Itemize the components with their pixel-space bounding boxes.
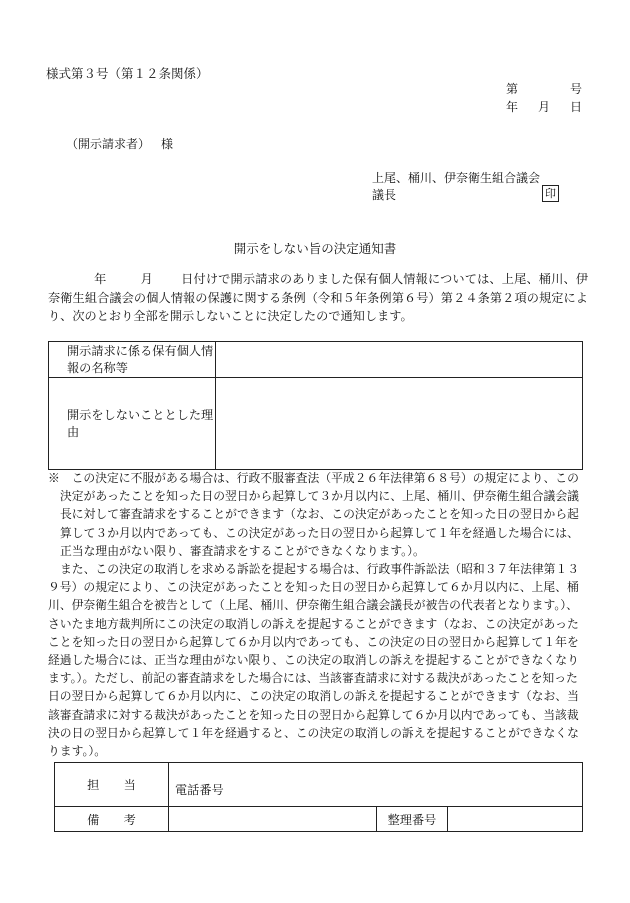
document-number-prefix: 第 [506, 82, 519, 96]
recipient-label: （開示請求者） [66, 137, 151, 151]
table-row [55, 807, 583, 832]
info-name-label: 開示請求に係る保有個人情報の名称等 [49, 342, 216, 378]
issuer-organization: 上尾、桶川、伊奈衛生組合議会 [372, 171, 541, 185]
document-title: 開示をしない旨の決定通知書 [233, 241, 397, 256]
table-row [49, 342, 583, 378]
issuer-title: 議長 [372, 188, 397, 202]
date-year-mark: 年 [506, 100, 519, 114]
staff-label: 担 当 [55, 763, 169, 807]
remarks-value [169, 807, 377, 832]
info-name-value [216, 342, 583, 378]
appeal-notes [48, 469, 586, 760]
phone-number-cell [169, 763, 583, 807]
reason-value [216, 378, 583, 470]
contact-table [54, 762, 583, 832]
phone-number-label: 電話番号 [175, 783, 224, 797]
recipient-honorific: 様 [161, 137, 174, 151]
details-table [48, 341, 583, 470]
reference-number-label: 整理番号 [377, 807, 448, 832]
note-paragraph-appeal: ※ この決定に不服がある場合は、行政不服審査法（平成２６年法律第６８号）の規定により、この決定があったことを知った日の翌日から起算して３か月以内に、上尾、桶川、伊奈衛生組合議会議長に対して審査請求をすることができます（なお、この決定があったことを知った日の翌日から起算して３か月以内であっても、この決定があった日の翌日から起算して１年を経過した場合には、正当な理由がない限り、審査請求をすることができなくなります。）。 [48, 471, 579, 558]
table-row [49, 378, 583, 470]
body-paragraph [48, 270, 588, 326]
reason-label: 開示をしないこととした理由 [49, 378, 216, 470]
reference-number-value [448, 807, 583, 832]
body-month-mark: 月 [140, 272, 153, 286]
note-paragraph-lawsuit: また、この決定の取消しを求める訴訟を提起する場合は、行政事件訴訟法（昭和３７年法律第１３９号）の規定により、この決定があったことを知った日の翌日から起算して６か月以内に、上尾、桶川、伊奈衛生組合を被告として（上尾、桶川、伊奈衛生組合議会議長が被告の代表者となります。）、さいたま地方裁判所にこの決定の取消しの訴えを提起することができます（なお、この決定があったことを知った日の翌日から起算して６か月以内であっても、この決定の日の翌日から起算して１年を経過した場合には、正当な理由がない限り、この決定の取消しの訴えを提起することができなくなります。）。ただし、前記の審査請求をした場合には、当該審査請求に対する裁決があったことを知った日の翌日から起算して６か月以内に、この決定の取消しの訴えを提起することができます（なお、当該審査請求に対する裁決があったことを知った日の翌日から起算して６か月以内であっても、当該裁決の日の翌日から起算して１年を経過すると、この決定の取消しの訴えを提起することができなくなります。）。 [48, 562, 580, 759]
document-number-suffix: 号 [570, 82, 583, 96]
form-number: 様式第３号（第１２条関係） [46, 66, 209, 81]
remarks-label: 備 考 [55, 807, 169, 832]
body-text: 日付けで開示請求のありました保有個人情報については、上尾、桶川、伊奈衛生組合議会の個人情報の保護に関する条例（令和５年条例第６号）第２４条第２項の規定により、次のとおり全部を開示しないことに決定したので通知します。 [48, 272, 589, 323]
date-day-mark: 日 [570, 100, 583, 114]
body-year-mark: 年 [94, 272, 107, 286]
table-row [55, 763, 583, 807]
seal-mark: 印 [542, 185, 559, 202]
date-month-mark: 月 [538, 100, 551, 114]
